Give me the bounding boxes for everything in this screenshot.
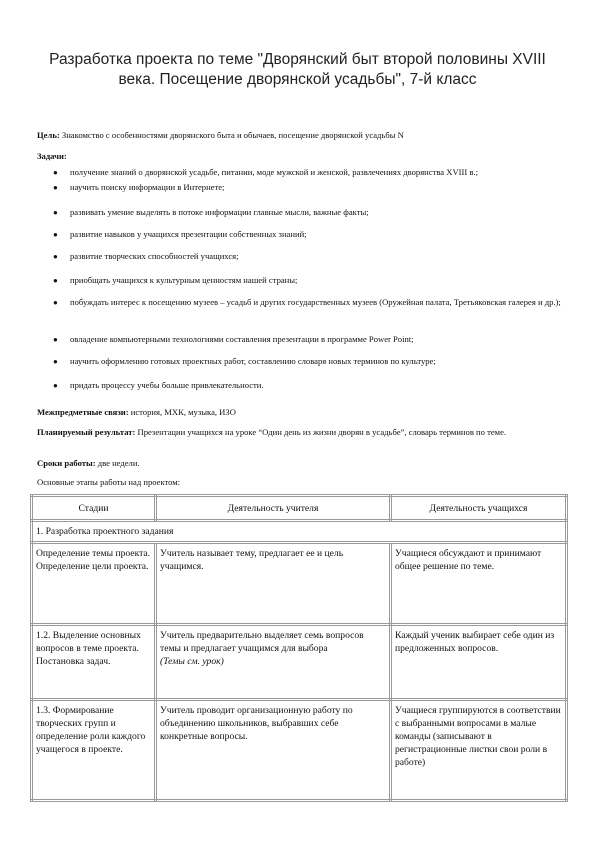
stage-cell: 1.3. Формирование творческих групп и определение роли каждого учащегося в проекте.	[32, 700, 156, 801]
bullet-icon: ●	[53, 276, 58, 285]
bullet-icon: ●	[53, 357, 58, 366]
bullet-icon: ●	[53, 168, 58, 177]
terms-text: две недели.	[95, 458, 140, 468]
bullet-icon: ●	[53, 335, 58, 344]
links-label: Межпредметные связи:	[37, 407, 129, 417]
bullet-icon: ●	[53, 208, 58, 217]
task-item: ● научить оформлению готовых проектных работ, составлению словаря новых терминов по культуре;	[53, 356, 436, 366]
task-item: ● придать процессу учебы больше привлекательности.	[53, 380, 264, 390]
teacher-cell: Учитель предварительно выделяет семь вопросов темы и предлагает учащимся для выбора (Темы см. урок)	[156, 625, 391, 700]
students-cell: Учащиеся группируются в соответствии с выбранными вопросами в малые команды (записывают в регистрационные листки свои роли в работе)	[391, 700, 567, 801]
header-stages: Стадии	[32, 496, 156, 521]
task-item: ● овладение компьютерными технологиями составления презентации в программе Power Point;	[53, 334, 414, 344]
header-students: Деятельность учащихся	[391, 496, 567, 521]
stage-cell: 1.2. Выделение основных вопросов в теме проекта. Постановка задач.	[32, 625, 156, 700]
terms-label: Сроки работы:	[37, 458, 96, 468]
teacher-cell: Учитель проводит организационную работу по объединению школьников, выбравших себе конкретные вопросы.	[156, 700, 391, 801]
table-row	[32, 543, 567, 625]
stages-table	[30, 494, 568, 802]
table-row	[32, 700, 567, 801]
table-row	[32, 625, 567, 700]
task-item: ● приобщать учащихся к культурным ценностям нашей страны;	[53, 275, 298, 285]
document-title: Разработка проекта по теме "Дворянский быт второй половины XVIII века. Посещение дворянской усадьбы", 7-й класс	[49, 51, 546, 88]
tasks-label: Задачи:	[37, 151, 67, 161]
stages-intro: Основные этапы работы над проектом:	[37, 477, 181, 487]
table-header-row	[32, 496, 567, 521]
result-label: Планируемый результат:	[37, 427, 136, 437]
links-paragraph	[37, 407, 557, 418]
bullet-icon: ●	[53, 298, 58, 307]
teacher-note: (Темы см. урок)	[160, 656, 224, 667]
bullet-icon: ●	[53, 183, 58, 192]
goal-text: Знакомство с особенностями дворянского быта и обычаев, посещение дворянской усадьбы N	[59, 130, 404, 140]
table-section-row	[32, 521, 567, 543]
task-item: ● научить поиску информации в Интернете;	[53, 182, 225, 192]
goal-paragraph	[37, 130, 557, 141]
stage-cell: Определение темы проекта. Определение цели проекта.	[32, 543, 156, 625]
task-item: ● получение знаний о дворянской усадьбе, питании, моде мужской и женской, развлечениях дворянства XVIII в.;	[53, 167, 478, 177]
terms-paragraph	[37, 458, 557, 469]
bullet-icon: ●	[53, 230, 58, 239]
links-text: история, МХК, музыка, ИЗО	[128, 407, 236, 417]
students-cell: Каждый ученик выбирает себе один из предложенных вопросов.	[391, 625, 567, 700]
result-paragraph	[37, 427, 557, 438]
tasks-heading	[37, 151, 557, 162]
section-title: 1. Разработка проектного задания	[32, 521, 567, 543]
students-cell: Учащиеся обсуждают и принимают общее решение по теме.	[391, 543, 567, 625]
teacher-cell: Учитель называет тему, предлагает ее и цель учащимся.	[156, 543, 391, 625]
bullet-icon: ●	[53, 252, 58, 261]
task-item: ● побуждать интерес к посещению музеев – усадьб и других государственных музеев (Оружейная палата, Третьяковская галерея и др.);	[53, 297, 561, 307]
bullet-icon: ●	[53, 381, 58, 390]
result-text: Презентации учащихся на уроке “Один день из жизни дворян в усадьбе”, словарь терминов по теме.	[135, 427, 507, 437]
task-item: ● развитие творческих способностей учащихся;	[53, 251, 239, 261]
task-item: ● развитие навыков у учащихся презентации собственных знаний;	[53, 229, 307, 239]
task-item: ● развивать умение выделять в потоке информации главные мысли, важные факты;	[53, 207, 369, 217]
goal-label: Цель:	[37, 130, 60, 140]
header-teacher: Деятельность учителя	[156, 496, 391, 521]
